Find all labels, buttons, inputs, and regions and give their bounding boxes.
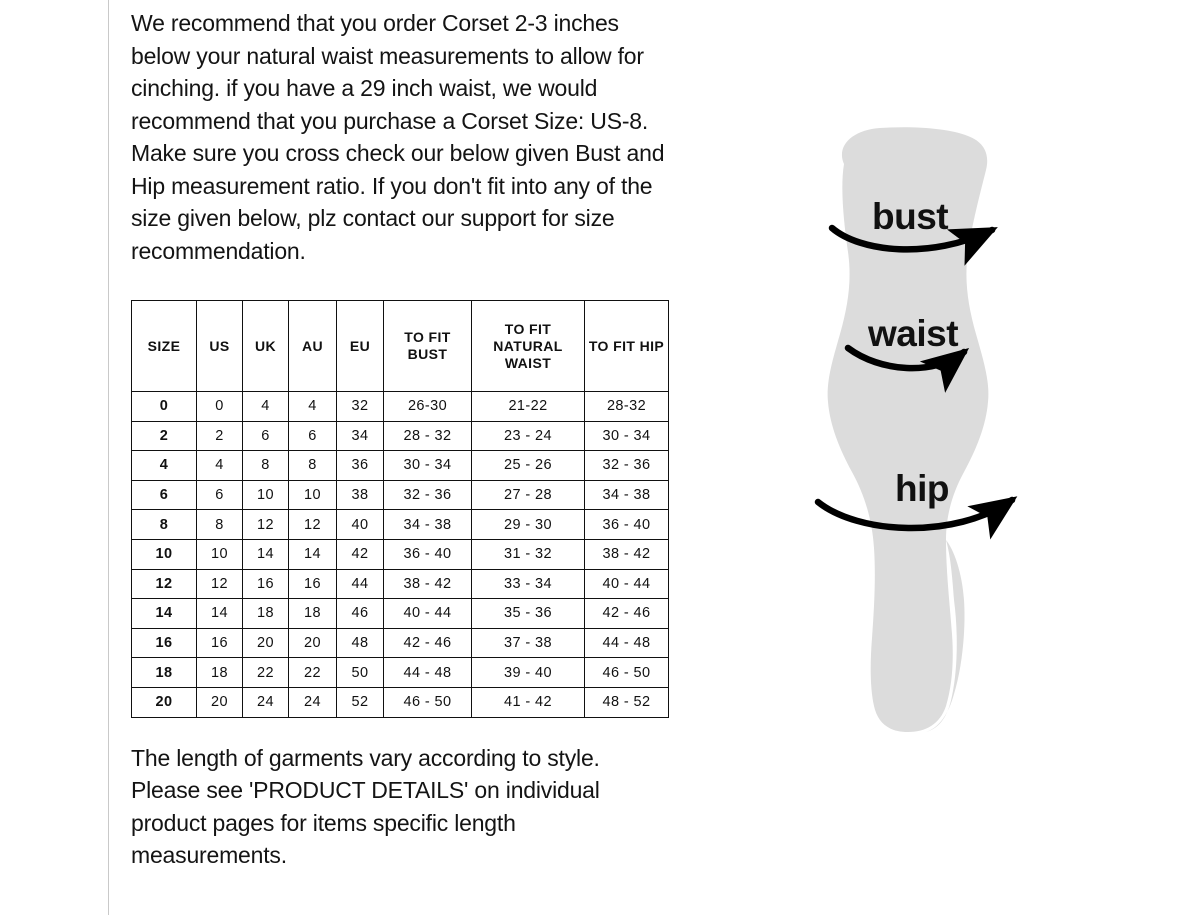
cell-size: 12 bbox=[132, 569, 197, 599]
cell-bust: 42 - 46 bbox=[384, 628, 472, 658]
figure-label-hip: hip bbox=[895, 468, 949, 509]
table-row bbox=[132, 480, 669, 510]
cell-eu: 48 bbox=[337, 628, 384, 658]
cell-us: 6 bbox=[197, 480, 243, 510]
figure-label-waist: waist bbox=[868, 313, 959, 354]
cell-waist: 41 - 42 bbox=[472, 687, 585, 717]
cell-uk: 22 bbox=[243, 658, 289, 688]
cell-au: 24 bbox=[289, 687, 337, 717]
cell-us: 0 bbox=[197, 392, 243, 422]
cell-hip: 34 - 38 bbox=[585, 480, 669, 510]
cell-waist: 25 - 26 bbox=[472, 451, 585, 481]
cell-us: 14 bbox=[197, 599, 243, 629]
cell-size: 18 bbox=[132, 658, 197, 688]
cell-hip: 36 - 40 bbox=[585, 510, 669, 540]
figure-label-bust: bust bbox=[872, 196, 949, 237]
column-header-bust: TO FIT BUST bbox=[384, 301, 472, 392]
cell-waist: 21-22 bbox=[472, 392, 585, 422]
cell-uk: 24 bbox=[243, 687, 289, 717]
cell-hip: 40 - 44 bbox=[585, 569, 669, 599]
column-header-au: AU bbox=[289, 301, 337, 392]
cell-size: 20 bbox=[132, 687, 197, 717]
outro-paragraph: The length of garments vary according to style. Please see 'PRODUCT DETAILS' on individual product pages for items specific length measurements. bbox=[131, 744, 600, 869]
cell-us: 8 bbox=[197, 510, 243, 540]
body-silhouette-icon bbox=[740, 120, 1160, 780]
cell-us: 16 bbox=[197, 628, 243, 658]
cell-uk: 8 bbox=[243, 451, 289, 481]
table-row bbox=[132, 628, 669, 658]
cell-hip: 46 - 50 bbox=[585, 658, 669, 688]
cell-eu: 40 bbox=[337, 510, 384, 540]
size-chart-table bbox=[131, 300, 669, 718]
cell-au: 6 bbox=[289, 421, 337, 451]
cell-waist: 33 - 34 bbox=[472, 569, 585, 599]
table-row bbox=[132, 421, 669, 451]
cell-au: 16 bbox=[289, 569, 337, 599]
cell-uk: 18 bbox=[243, 599, 289, 629]
cell-au: 20 bbox=[289, 628, 337, 658]
cell-size: 10 bbox=[132, 539, 197, 569]
cell-bust: 38 - 42 bbox=[384, 569, 472, 599]
cell-bust: 34 - 38 bbox=[384, 510, 472, 540]
cell-eu: 50 bbox=[337, 658, 384, 688]
column-header-eu: EU bbox=[337, 301, 384, 392]
cell-bust: 44 - 48 bbox=[384, 658, 472, 688]
cell-us: 18 bbox=[197, 658, 243, 688]
cell-eu: 42 bbox=[337, 539, 384, 569]
cell-hip: 48 - 52 bbox=[585, 687, 669, 717]
column-header-waist: TO FIT NATURAL WAIST bbox=[472, 301, 585, 392]
column-header-hip: TO FIT HIP bbox=[585, 301, 669, 392]
cell-bust: 40 - 44 bbox=[384, 599, 472, 629]
cell-waist: 27 - 28 bbox=[472, 480, 585, 510]
cell-hip: 30 - 34 bbox=[585, 421, 669, 451]
cell-bust: 36 - 40 bbox=[384, 539, 472, 569]
cell-size: 0 bbox=[132, 392, 197, 422]
cell-waist: 23 - 24 bbox=[472, 421, 585, 451]
table-row bbox=[132, 510, 669, 540]
cell-au: 22 bbox=[289, 658, 337, 688]
cell-size: 14 bbox=[132, 599, 197, 629]
cell-au: 14 bbox=[289, 539, 337, 569]
cell-size: 2 bbox=[132, 421, 197, 451]
cell-hip: 32 - 36 bbox=[585, 451, 669, 481]
cell-eu: 38 bbox=[337, 480, 384, 510]
column-header-us: US bbox=[197, 301, 243, 392]
page-left-rule bbox=[108, 0, 109, 915]
cell-size: 4 bbox=[132, 451, 197, 481]
cell-uk: 10 bbox=[243, 480, 289, 510]
cell-hip: 38 - 42 bbox=[585, 539, 669, 569]
cell-uk: 12 bbox=[243, 510, 289, 540]
cell-uk: 14 bbox=[243, 539, 289, 569]
table-row bbox=[132, 658, 669, 688]
cell-au: 8 bbox=[289, 451, 337, 481]
cell-bust: 46 - 50 bbox=[384, 687, 472, 717]
cell-eu: 46 bbox=[337, 599, 384, 629]
cell-bust: 30 - 34 bbox=[384, 451, 472, 481]
cell-waist: 29 - 30 bbox=[472, 510, 585, 540]
cell-waist: 37 - 38 bbox=[472, 628, 585, 658]
table-row bbox=[132, 687, 669, 717]
cell-hip: 42 - 46 bbox=[585, 599, 669, 629]
cell-au: 12 bbox=[289, 510, 337, 540]
cell-waist: 39 - 40 bbox=[472, 658, 585, 688]
cell-eu: 44 bbox=[337, 569, 384, 599]
intro-paragraph: We recommend that you order Corset 2-3 inches below your natural waist measurements to allow for cinching. if you have a 29 inch waist, we would recommend that you purchase a Corset Size: US-8. Make sure you cross check our below given Bust and Hip measurement ratio. If you don't fit into any of the size given below, plz contact our support for size recommendation. bbox=[131, 10, 665, 264]
cell-eu: 36 bbox=[337, 451, 384, 481]
table-header-row bbox=[132, 301, 669, 392]
cell-hip: 44 - 48 bbox=[585, 628, 669, 658]
cell-au: 18 bbox=[289, 599, 337, 629]
cell-bust: 26-30 bbox=[384, 392, 472, 422]
cell-bust: 28 - 32 bbox=[384, 421, 472, 451]
column-header-uk: UK bbox=[243, 301, 289, 392]
cell-uk: 20 bbox=[243, 628, 289, 658]
cell-hip: 28-32 bbox=[585, 392, 669, 422]
cell-us: 20 bbox=[197, 687, 243, 717]
table-row bbox=[132, 451, 669, 481]
cell-us: 12 bbox=[197, 569, 243, 599]
cell-bust: 32 - 36 bbox=[384, 480, 472, 510]
cell-au: 10 bbox=[289, 480, 337, 510]
cell-eu: 34 bbox=[337, 421, 384, 451]
cell-waist: 31 - 32 bbox=[472, 539, 585, 569]
left-column bbox=[131, 0, 691, 895]
column-header-size: SIZE bbox=[132, 301, 197, 392]
cell-size: 16 bbox=[132, 628, 197, 658]
cell-waist: 35 - 36 bbox=[472, 599, 585, 629]
cell-us: 10 bbox=[197, 539, 243, 569]
cell-size: 6 bbox=[132, 480, 197, 510]
cell-size: 8 bbox=[132, 510, 197, 540]
cell-uk: 6 bbox=[243, 421, 289, 451]
table-row bbox=[132, 539, 669, 569]
table-row bbox=[132, 599, 669, 629]
cell-au: 4 bbox=[289, 392, 337, 422]
cell-uk: 4 bbox=[243, 392, 289, 422]
cell-us: 2 bbox=[197, 421, 243, 451]
cell-us: 4 bbox=[197, 451, 243, 481]
table-row bbox=[132, 569, 669, 599]
size-table-container bbox=[131, 300, 668, 718]
cell-eu: 52 bbox=[337, 687, 384, 717]
cell-uk: 16 bbox=[243, 569, 289, 599]
table-body bbox=[132, 392, 669, 718]
table-row bbox=[132, 392, 669, 422]
measurement-figure bbox=[740, 120, 1160, 780]
cell-eu: 32 bbox=[337, 392, 384, 422]
